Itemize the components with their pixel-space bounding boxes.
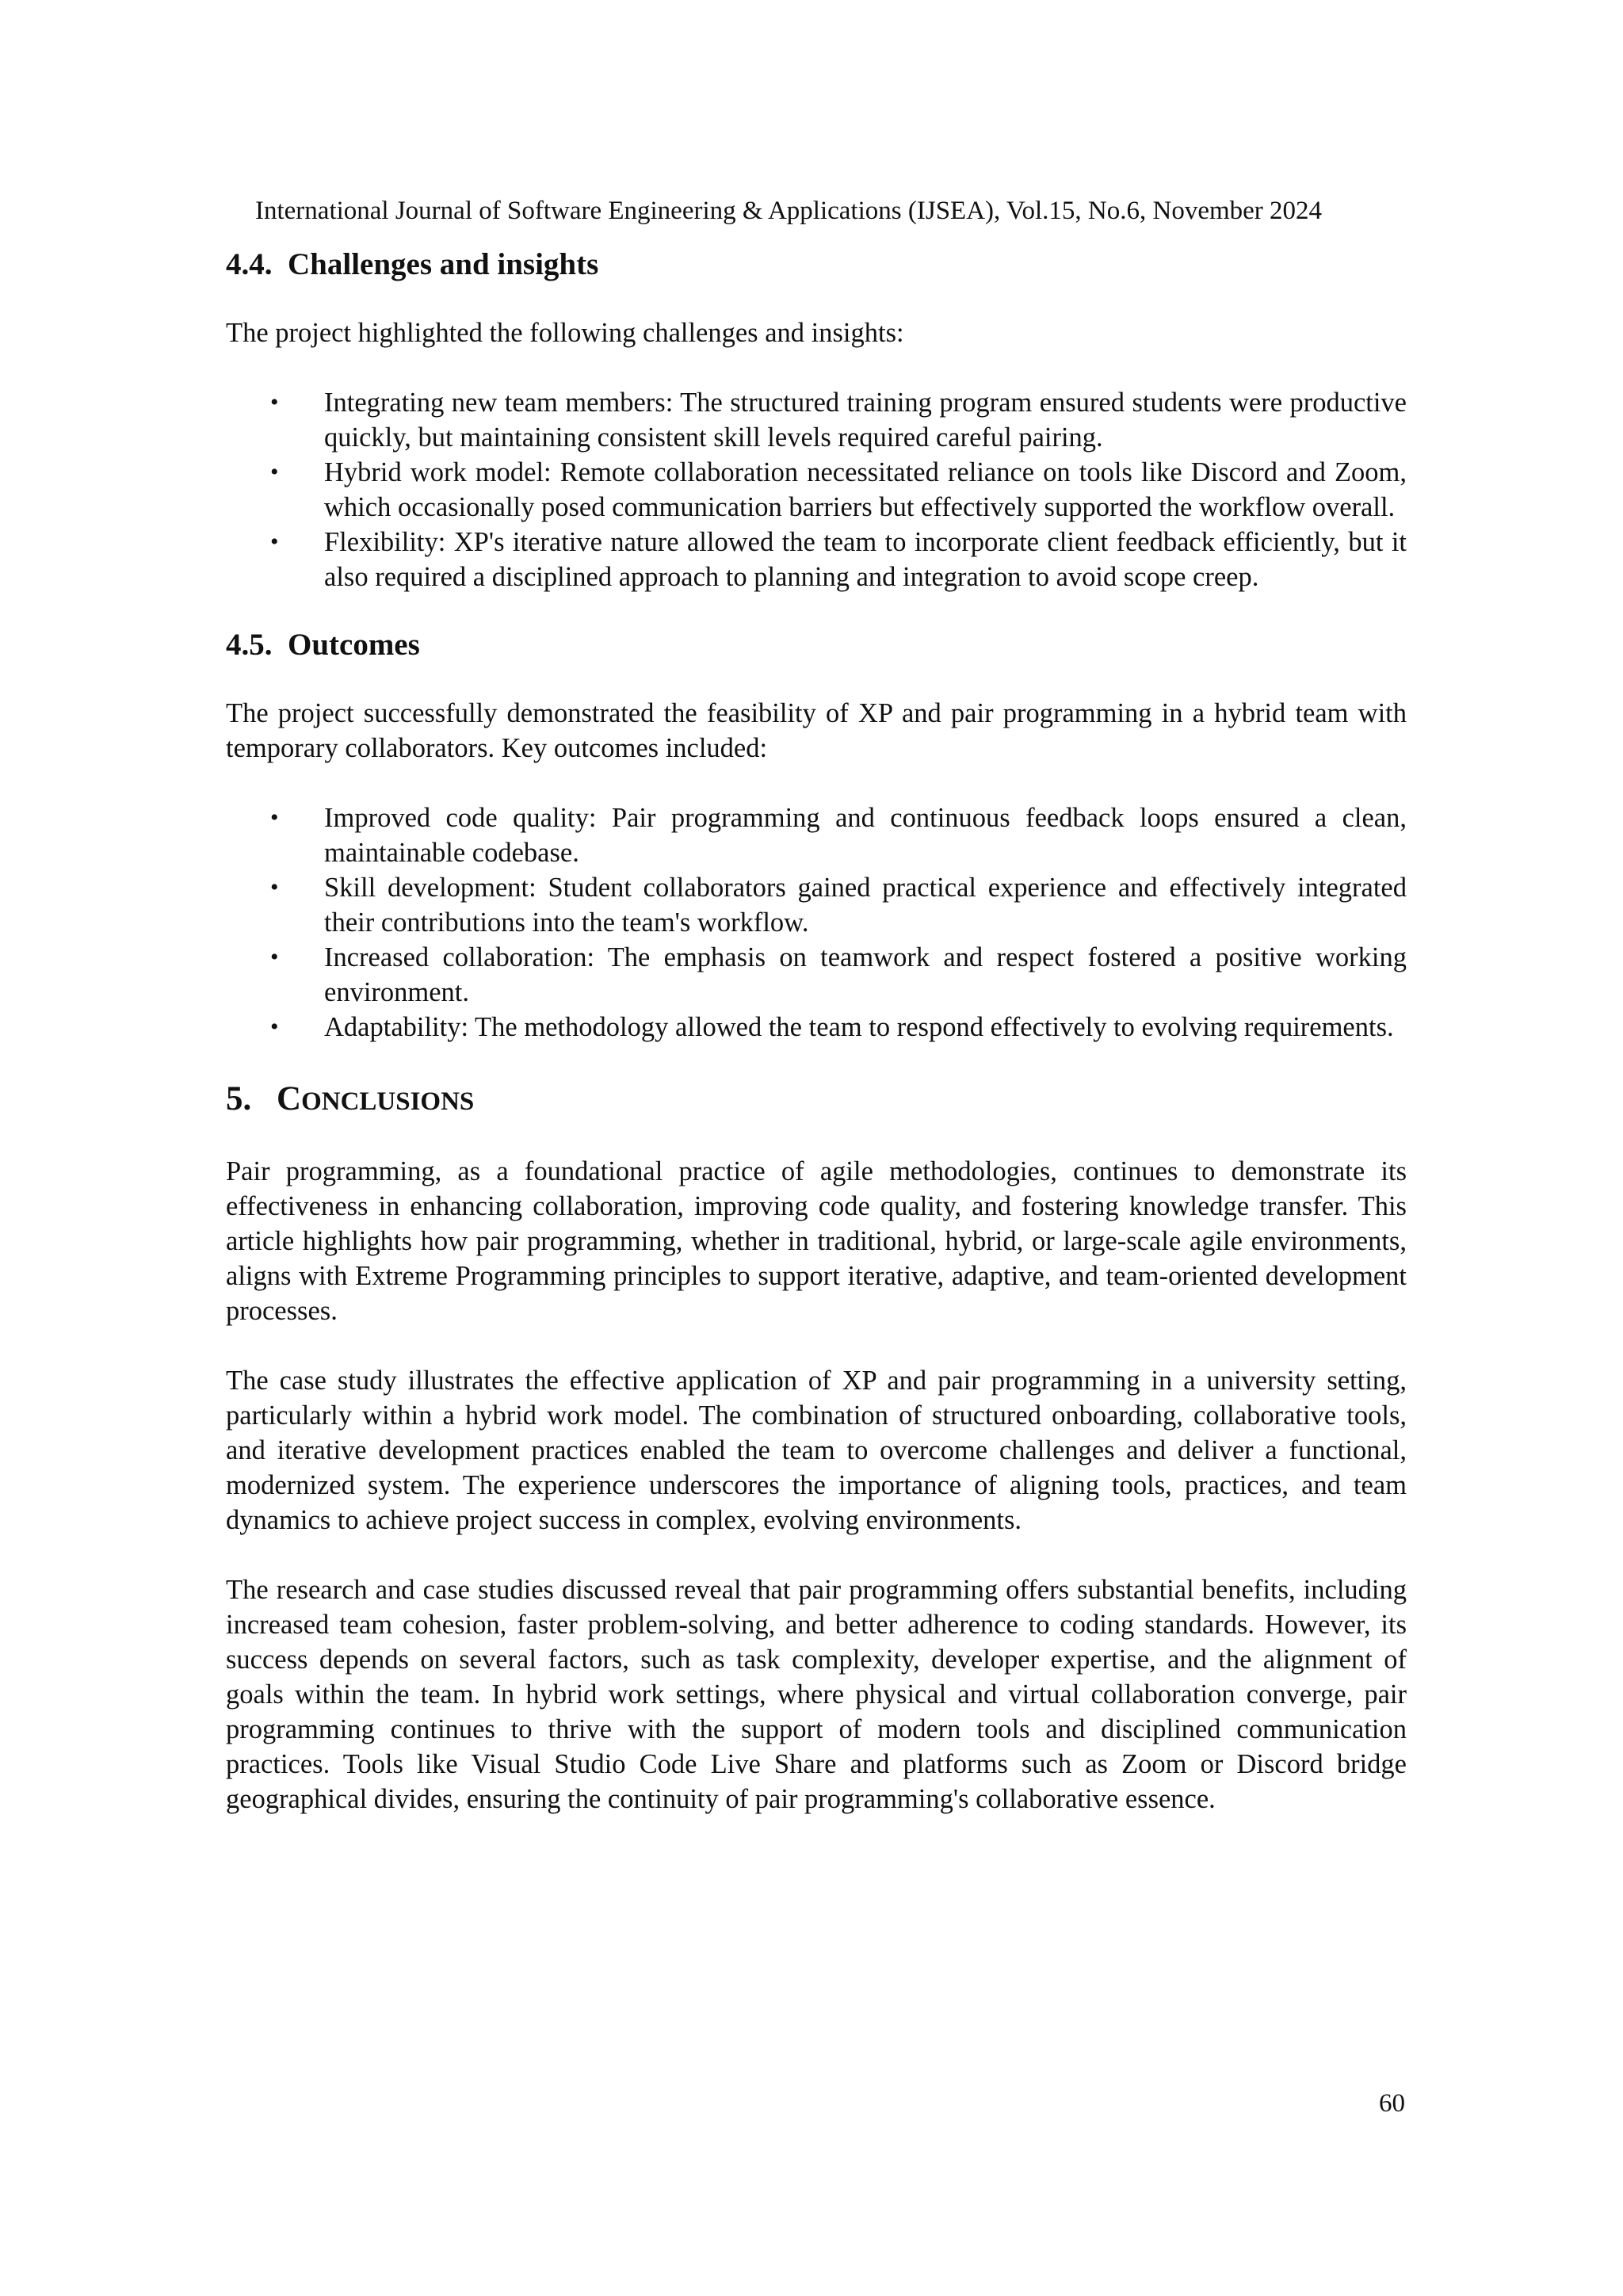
bullet-icon: •	[270, 804, 279, 831]
section-title: Outcomes	[288, 628, 420, 662]
section-number: 4.5.	[226, 628, 273, 662]
conclusions-paragraph: The case study illustrates the effective application of XP and pair programming in a university setting, particularly within a hybrid work model. The combination of structured onboarding, collaborative tools, and iterative development practices enabled the team to overcome challenges and deliver a functional, modernized system. The experience underscores the importance of aligning tools, practices, and team dynamics to achieve project success in complex, evolving environments.	[226, 1366, 1407, 1535]
list-item	[226, 940, 1407, 1010]
conclusions-paragraph: The research and case studies discussed reveal that pair programming offers substantial benefits, including increased team cohesion, faster problem-solving, and better adherence to coding standards. However, its success depends on several factors, such as task complexity, developer expertise, and the alignment of goals within the team. In hybrid work settings, where physical and virtual collaboration converge, pair programming continues to thrive with the support of modern tools and disciplined communication practices. Tools like Visual Studio Code Live Share and platforms such as Zoom or Discord bridge geographical divides, ensuring the continuity of pair programming's collaborative essence.	[226, 1575, 1407, 1814]
section-title: Challenges and insights	[288, 247, 599, 281]
list-item-text: Improved code quality: Pair programming and continuous feedback loops ensured a clean, maintainable codebase.	[324, 803, 1407, 868]
list-item	[226, 525, 1407, 594]
challenges-list	[226, 385, 1407, 594]
bullet-icon: •	[270, 389, 279, 415]
conclusions-paragraph: Pair programming, as a foundational practice of agile methodologies, continues to demonstrate its effectiveness in enhancing collaboration, improving code quality, and fostering knowledge transfer. This article highlights how pair programming, whether in traditional, hybrid, or large-scale agile environments, aligns with Extreme Programming principles to support iterative, adaptive, and team-oriented development processes.	[226, 1156, 1407, 1326]
list-item-text: Adaptability: The methodology allowed the team to respond effectively to evolving requirements.	[324, 1012, 1394, 1042]
list-item	[226, 1010, 1407, 1045]
list-item	[226, 800, 1407, 870]
section-intro: The project successfully demonstrated the feasibility of XP and pair programming in a hybrid team with temporary collaborators. Key outcomes included:	[226, 698, 1407, 763]
page-number: 60	[1379, 2089, 1405, 2118]
list-item-text: Hybrid work model: Remote collaboration necessitated reliance on tools like Discord and Zoom, which occasionally posed communication barriers but effectively supported the workflow overall.	[324, 457, 1407, 522]
list-item-text: Increased collaboration: The emphasis on teamwork and respect fostered a positive working environment.	[324, 942, 1407, 1007]
list-item	[226, 455, 1407, 525]
section-intro: The project highlighted the following challenges and insights:	[226, 318, 904, 348]
bullet-icon: •	[270, 874, 279, 900]
section-heading-4-5	[226, 626, 1407, 664]
section-number: 4.4.	[226, 247, 273, 281]
page-content	[226, 246, 1407, 1817]
bullet-icon: •	[270, 1014, 279, 1040]
section-title-initial: C	[277, 1080, 302, 1117]
list-item-text: Skill development: Student collaborators gained practical experience and effectively integrated their contributions into the team's workflow.	[324, 873, 1407, 938]
list-item	[226, 870, 1407, 940]
section-heading-5	[226, 1078, 1407, 1122]
list-item	[226, 385, 1407, 455]
running-header: International Journal of Software Engineering & Applications (IJSEA), Vol.15, No.6, November 2024	[255, 197, 1323, 225]
list-item-text: Flexibility: XP's iterative nature allowed the team to incorporate client feedback efficiently, but it also required a disciplined approach to planning and integration to avoid scope creep.	[324, 527, 1407, 592]
bullet-icon: •	[270, 459, 279, 485]
bullet-icon: •	[270, 529, 279, 555]
section-number: 5.	[226, 1080, 252, 1117]
outcomes-list	[226, 800, 1407, 1045]
list-item-text: Integrating new team members: The structured training program ensured students were productive quickly, but maintaining consistent skill levels required careful pairing.	[324, 388, 1407, 453]
bullet-icon: •	[270, 944, 279, 970]
section-heading-4-4	[226, 246, 1407, 284]
section-title-rest: ONCLUSIONS	[301, 1087, 475, 1116]
